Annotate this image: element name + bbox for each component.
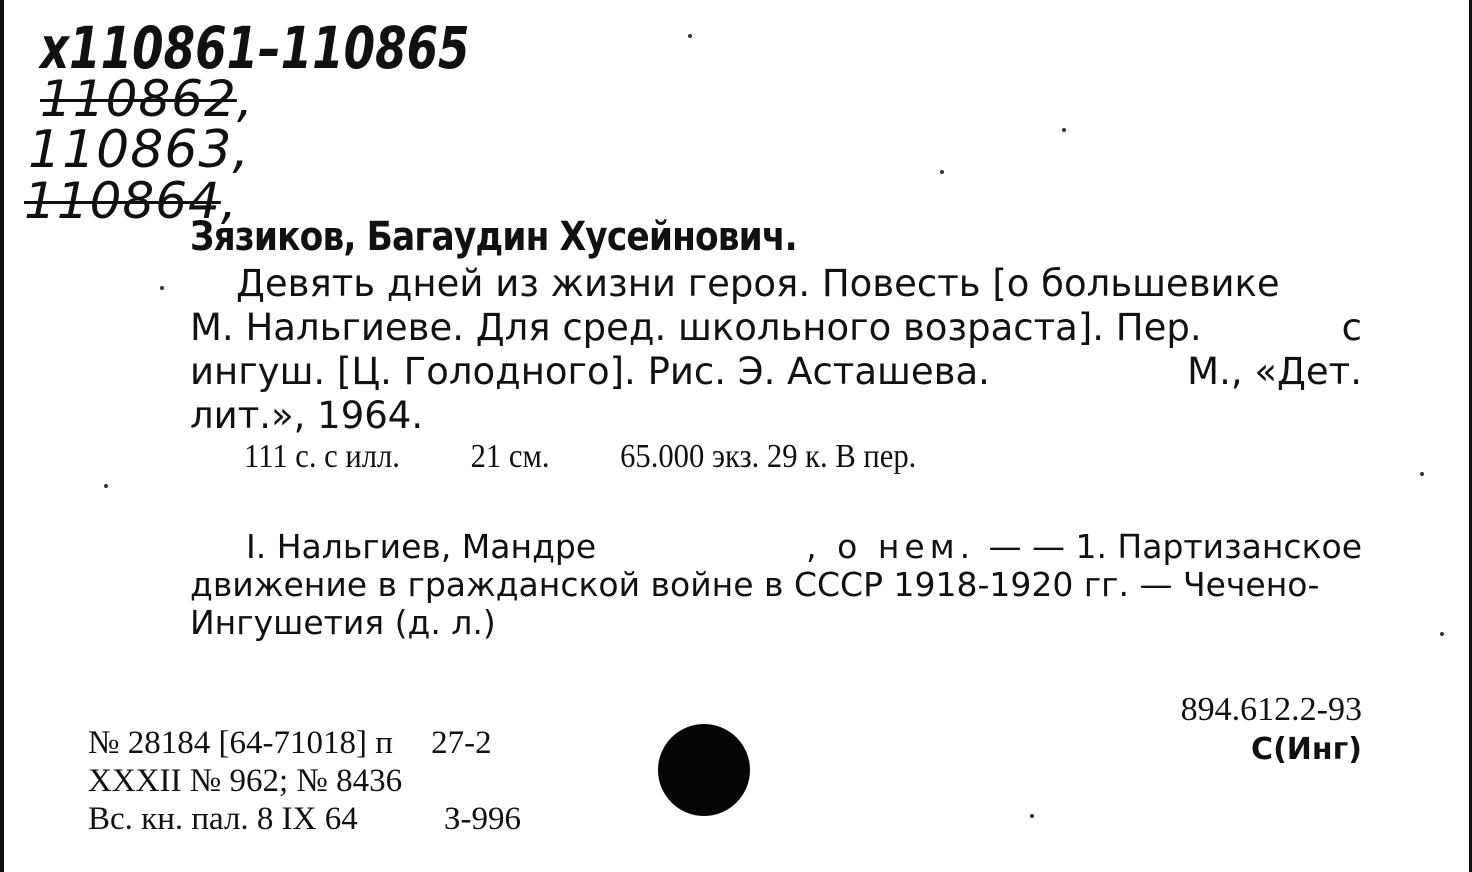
scan-speck <box>104 484 108 488</box>
classification-mark: С(Инг) <box>1251 732 1362 767</box>
handwritten-comma: , <box>236 70 254 128</box>
bibliographic-description <box>190 262 1362 438</box>
footer-line <box>88 724 521 762</box>
subject-line <box>190 528 1362 566</box>
scan-speck <box>160 286 164 290</box>
scan-speck <box>1030 814 1034 818</box>
footer-line <box>88 762 521 800</box>
page-count: 111 с. с илл. <box>244 438 400 475</box>
subject-text: — — 1. Партизанское <box>988 527 1362 566</box>
crossed-out-number: 110862 <box>40 70 237 128</box>
scan-speck <box>940 170 944 174</box>
handwritten-comma: , <box>232 120 251 180</box>
handwritten-inventory-range: x110861–110865 <box>40 14 470 82</box>
footer-author-mark: З-996 <box>444 801 522 837</box>
card-left-edge <box>0 0 4 872</box>
inventory-number: 110863 <box>28 120 233 180</box>
subject-text: Ингушетия (д. л.) <box>190 603 496 642</box>
scan-speck <box>1440 632 1444 636</box>
collation-line <box>244 438 916 476</box>
edition-and-price: 65.000 экз. 29 к. В пер. <box>620 438 917 475</box>
description-text: М., «Дет. <box>1187 350 1362 393</box>
description-text: М. Нальгиеве. Для сред. школьного возраста]. Пер. <box>190 306 1202 349</box>
description-line <box>190 394 1362 438</box>
scan-speck <box>688 34 692 38</box>
punch-hole <box>658 724 750 816</box>
subject-text <box>246 528 975 566</box>
description-line <box>190 262 1362 306</box>
footer-chamber-date: Вс. кн. пал. 8 IX 64 <box>88 801 358 837</box>
subject-note: , о нем. <box>806 527 976 566</box>
footer-line <box>88 800 521 838</box>
scan-speck <box>1420 472 1424 476</box>
author-heading: Зязиков, Багаудин Хусейнович. <box>190 214 797 260</box>
subject-text: движение в гражданской войне в СССР 1918-1920 гг. — Чечено- <box>190 565 1320 604</box>
description-text: лит.», 1964. <box>190 394 424 437</box>
description-text: с <box>1341 306 1362 349</box>
handwritten-comma: , <box>220 172 238 230</box>
classification-index: 894.612.2-93 <box>1180 691 1362 728</box>
handwritten-inventory-number <box>28 120 250 180</box>
card-footer <box>88 724 521 838</box>
description-text: Девять дней из жизни героя. Повесть [о большевике <box>236 262 1280 305</box>
classification-block <box>1181 690 1362 770</box>
footer-register: XXXII № 962; № 8436 <box>88 763 403 799</box>
book-size: 21 см. <box>470 438 550 475</box>
subject-line <box>190 566 1362 604</box>
subject-line <box>190 604 1362 642</box>
description-text: ингуш. [Ц. Голодного]. Рис. Э. Асташева. <box>190 350 990 393</box>
footer-code: 27-2 <box>431 725 492 761</box>
footer-order-number: № 28184 [64-71018] п <box>88 725 393 761</box>
scan-speck <box>1062 128 1066 132</box>
subject-tracings <box>190 528 1362 642</box>
subject-person: I. Нальгиев, Мандре <box>246 527 597 566</box>
description-line <box>190 306 1362 350</box>
description-line <box>190 350 1362 394</box>
crossed-out-number: 110864 <box>24 172 221 230</box>
